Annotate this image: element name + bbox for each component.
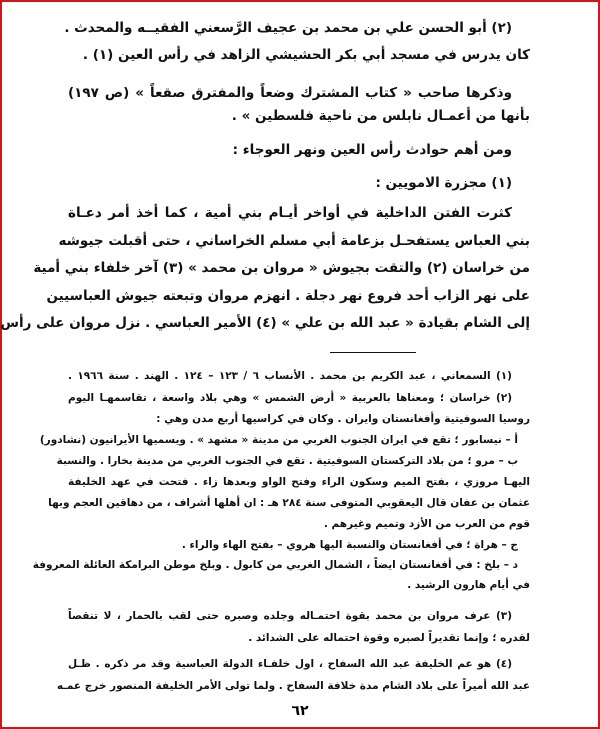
body-line: من خراسان (٢) والتقت بجيوش « مروان بن محمد » (٣) آخر خلفاء بني أمية xyxy=(33,260,530,276)
footnote-separator xyxy=(330,352,416,353)
page-number: ٦٢ xyxy=(291,703,309,719)
footnote-line: ب – مرو ؛ من بلاد التركستان السوفيتية . تقع في الجنوب الغربي من مدينة بخارا . والنسبة xyxy=(56,455,518,467)
footnote-line: اليهـا مروزي ، بفتح الميم وسكون الراء وفتح الواو وبعدها زاء . فتحت في عهد الخليفة xyxy=(68,476,530,488)
body-line: إلى الشام بقيادة « عبد الله بن علي » (٤) الأمير العباسي . نزل مروان على رأس xyxy=(0,315,530,331)
footnote-line: أ – نيسابور ؛ تقع في ايران الجنوب الغربي من مدينة « مشهد » . ويسميها الأيرانيون (نشادور) xyxy=(39,434,518,446)
footnote-line: عبد الله أميراً على بلاد الشام مدة خلافة السفاح . ولما تولى الأمر الخليفة المنصور خرج عمـه xyxy=(56,680,530,692)
body-line: (٢) أبو الحسن علي بن محمد بن عجيف الرَّسعني الفقيــه والمحدث . xyxy=(64,20,512,36)
footnote-line: عثمان بن عفان قال اليعقوبي المتوفى سنة ٢٨٤ هـ : ان أهلها أشراف ، من دهاقين العجم وبها xyxy=(48,497,530,509)
body-line: بني العباس يستفحـل بزعامة أبي مسلم الخراساني ، حتى أقبلت جيوشه xyxy=(58,233,530,249)
footnote-line: في أيام هارون الرشيد . xyxy=(407,579,530,591)
footnote-line: (٣) عرف مروان بن محمد بقوة احتمـاله وجلده وصبره حتى لقب بالحمار ، لا تنقصاً xyxy=(68,610,512,622)
footnote-line: د – بلخ : في أفغانستان ايضاً ، الشمال الغربي من كابول . وبلخ موطن البرامكة العائلة المعروفة xyxy=(32,559,518,571)
body-line: وذكرها صاحب « كتاب المشترك وضعاً والمفترق صقعاً » (ص ١٩٧) xyxy=(68,85,512,101)
footnote-line: (٢) خراسان ؛ ومعناها بالعربية « أرض الشمس » وهي بلاد واسعة ، تقاسمهـا اليوم xyxy=(68,392,512,404)
body-line: كثرت الفتن الداخلية في أواخر أيـام بني أمية ، كما أخذ أمر دعـاة xyxy=(68,205,512,221)
body-line: كان يدرس في مسجد أبي بكر الحشيشي الزاهد في رأس العين (١) . xyxy=(82,47,530,63)
footnote-line: لقدره ؛ وإنما تقديراً لصبره وقوة احتماله على الشدائد . xyxy=(248,632,530,644)
section-heading: (١) مجزرة الامويين : xyxy=(375,175,512,191)
body-line: على نهر الزاب أحد فروع نهر دجلة . انهزم مروان وتبعته جيوش العباسيين xyxy=(46,288,530,304)
body-line: ومن أهم حوادث رأس العين ونهر العوجاء : xyxy=(232,142,512,158)
footnote-line: روسيا السوفيتية وأفغانستان وايران . وكان في كراسيها أربع مدن وهي : xyxy=(156,413,530,425)
footnote-line: (٤) هو عم الخليفة عبد الله السفاح ، اول خلفـاء الدولة العباسية وقد مر ذكره . ظـل xyxy=(68,658,512,670)
footnote-line: قوم من العرب من الأزد وتميم وغيرهم . xyxy=(323,518,530,530)
footnote-line: (١) السمعاني ، عبد الكريم بن محمد . الأنساب ٦ / ١٢٣ – ١٢٤ . الهند . سنة ١٩٦٦ . xyxy=(68,370,512,382)
footnote-line: ج – هراة ؛ في أفغانستان والنسبة اليها هروي – بفتح الهاء والراء . xyxy=(181,539,518,551)
body-line: بأنها من أعمـال نابلس من ناحية فلسطين » . xyxy=(231,108,530,124)
